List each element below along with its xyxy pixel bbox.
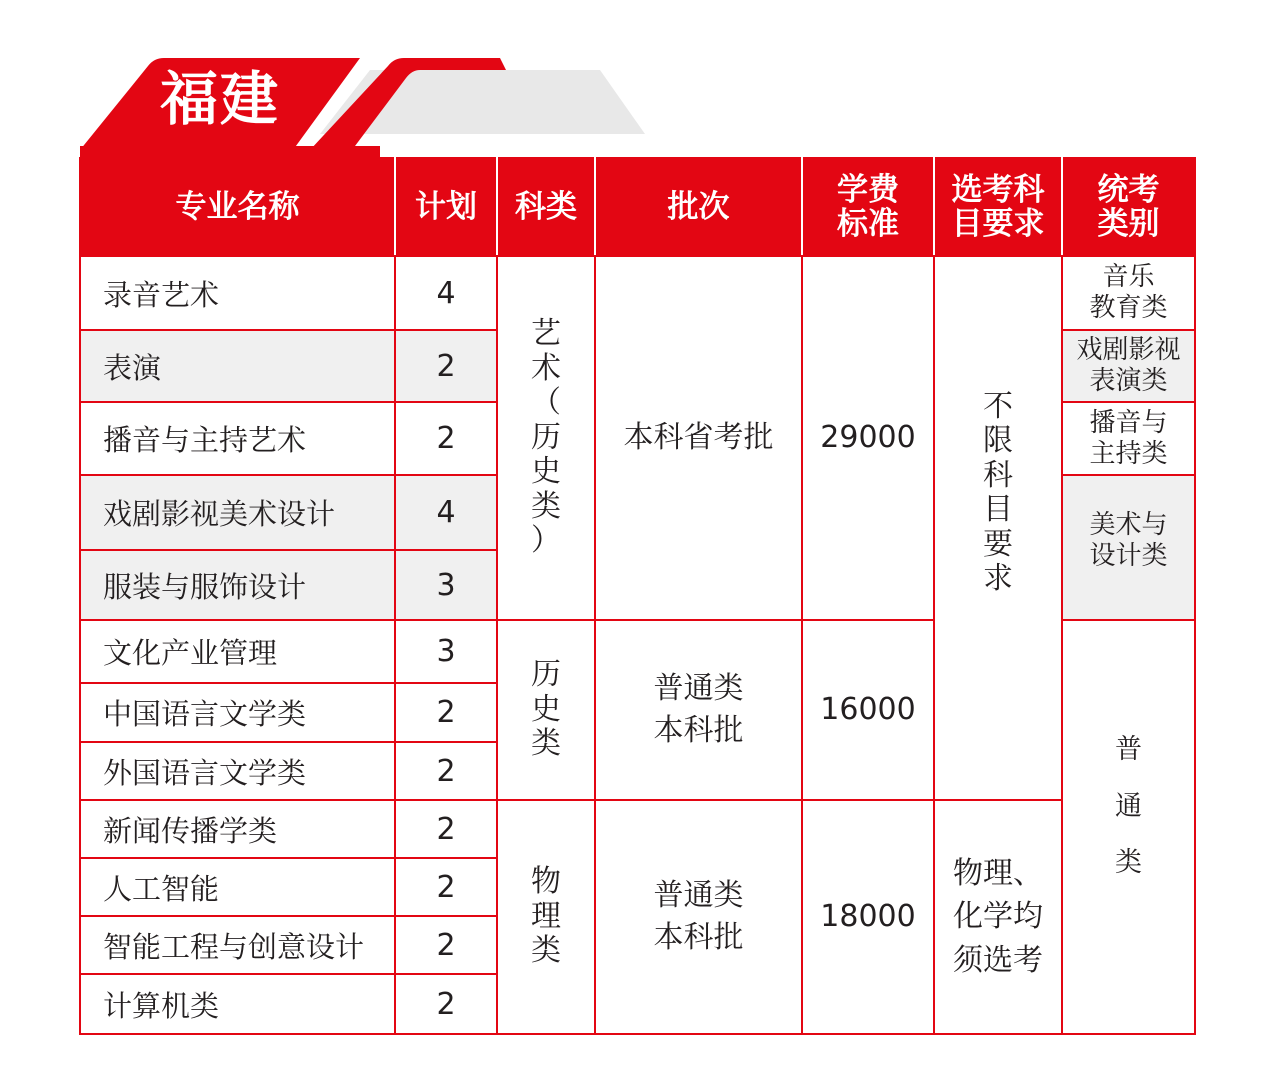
plan-count: 2 bbox=[395, 742, 497, 800]
header-batch bbox=[595, 158, 802, 256]
major-name: 表演 bbox=[80, 330, 395, 402]
category-cell bbox=[497, 800, 595, 1034]
category-char: 类 bbox=[531, 488, 561, 524]
province-title: 福建 bbox=[160, 65, 281, 133]
plan-count: 2 bbox=[395, 330, 497, 402]
plan-count: 4 bbox=[395, 256, 497, 330]
header-subjects bbox=[934, 158, 1062, 256]
tuition-cell: 18000 bbox=[802, 800, 934, 1034]
header-tuition-label: 学费 标准 bbox=[837, 171, 899, 242]
category-char: 历 bbox=[531, 657, 561, 693]
major-name: 播音与主持艺术 bbox=[80, 402, 395, 475]
category-char: 类 bbox=[531, 726, 561, 762]
plan-count: 2 bbox=[395, 916, 497, 974]
major-name: 智能工程与创意设计 bbox=[80, 916, 395, 974]
header-plan-label: 计划 bbox=[415, 188, 477, 225]
category-cell bbox=[497, 620, 595, 800]
category-cell bbox=[497, 256, 595, 620]
plan-count: 3 bbox=[395, 620, 497, 683]
major-name: 人工智能 bbox=[80, 858, 395, 916]
plan-count: 4 bbox=[395, 475, 497, 550]
subject-requirement-cell: 物理、 化学均 须选考 bbox=[934, 800, 1062, 1034]
table-row bbox=[80, 256, 1195, 330]
major-name: 外国语言文学类 bbox=[80, 742, 395, 800]
exam-type-char: 通 bbox=[1115, 790, 1142, 822]
major-name: 录音艺术 bbox=[80, 256, 395, 330]
header-tuition bbox=[802, 158, 934, 256]
header-subjects-label: 选考科 目要求 bbox=[951, 171, 1045, 242]
exam-type-cell: 戏剧影视 表演类 bbox=[1062, 330, 1195, 402]
subject-char: 要 bbox=[983, 526, 1013, 562]
subject-char: 目 bbox=[983, 492, 1013, 527]
category-char: 物 bbox=[531, 864, 561, 900]
plan-count: 2 bbox=[395, 402, 497, 475]
header-exam-type-label: 统考 类别 bbox=[1097, 171, 1160, 242]
plan-count: 3 bbox=[395, 550, 497, 620]
category-char: ） bbox=[531, 523, 561, 559]
major-name: 中国语言文学类 bbox=[80, 683, 395, 742]
plan-count: 2 bbox=[395, 974, 497, 1034]
major-name: 计算机类 bbox=[80, 974, 395, 1034]
header-category bbox=[497, 158, 595, 256]
category-char: 史 bbox=[531, 691, 561, 727]
exam-type-char: 类 bbox=[1115, 847, 1142, 879]
header-row bbox=[80, 158, 1195, 256]
header-category-label: 科类 bbox=[515, 188, 577, 225]
major-name: 新闻传播学类 bbox=[80, 800, 395, 858]
plan-count: 2 bbox=[395, 800, 497, 858]
exam-type-cell: 播音与 主持类 bbox=[1062, 402, 1195, 475]
exam-type-cell: 音乐 教育类 bbox=[1062, 256, 1195, 330]
major-name: 服装与服饰设计 bbox=[80, 550, 395, 620]
header-plan bbox=[395, 158, 497, 256]
plan-count: 2 bbox=[395, 858, 497, 916]
category-char: 类 bbox=[531, 933, 561, 969]
header-major-label: 专业名称 bbox=[175, 188, 300, 225]
region-banner bbox=[0, 0, 1280, 160]
tuition-cell: 29000 bbox=[802, 256, 934, 620]
subject-char: 求 bbox=[983, 561, 1013, 596]
category-char: 史 bbox=[531, 454, 561, 490]
plan-count: 2 bbox=[395, 683, 497, 742]
tuition-cell: 16000 bbox=[802, 620, 934, 800]
exam-type-cell: 美术与 设计类 bbox=[1062, 475, 1195, 620]
subject-char: 科 bbox=[983, 457, 1013, 493]
exam-type-cell bbox=[1062, 620, 1195, 1034]
table-row bbox=[80, 800, 1195, 858]
admission-table bbox=[79, 157, 1196, 1035]
header-batch-label: 批次 bbox=[667, 188, 730, 225]
subject-char: 限 bbox=[983, 423, 1013, 458]
category-char: 历 bbox=[531, 419, 561, 455]
category-char: （ bbox=[531, 385, 561, 421]
major-name: 戏剧影视美术设计 bbox=[80, 475, 395, 550]
batch-cell: 本科省考批 bbox=[595, 256, 802, 620]
header-major bbox=[80, 158, 395, 256]
batch-cell: 普通类 本科批 bbox=[595, 800, 802, 1034]
subject-char: 不 bbox=[983, 388, 1013, 424]
major-name: 文化产业管理 bbox=[80, 620, 395, 683]
category-char: 术 bbox=[531, 350, 561, 386]
category-char: 理 bbox=[531, 898, 561, 934]
batch-cell: 普通类 本科批 bbox=[595, 620, 802, 800]
exam-type-char: 普 bbox=[1115, 733, 1142, 765]
subject-requirement-cell bbox=[934, 256, 1062, 800]
header-exam-type bbox=[1062, 158, 1195, 256]
category-char: 艺 bbox=[531, 316, 561, 352]
